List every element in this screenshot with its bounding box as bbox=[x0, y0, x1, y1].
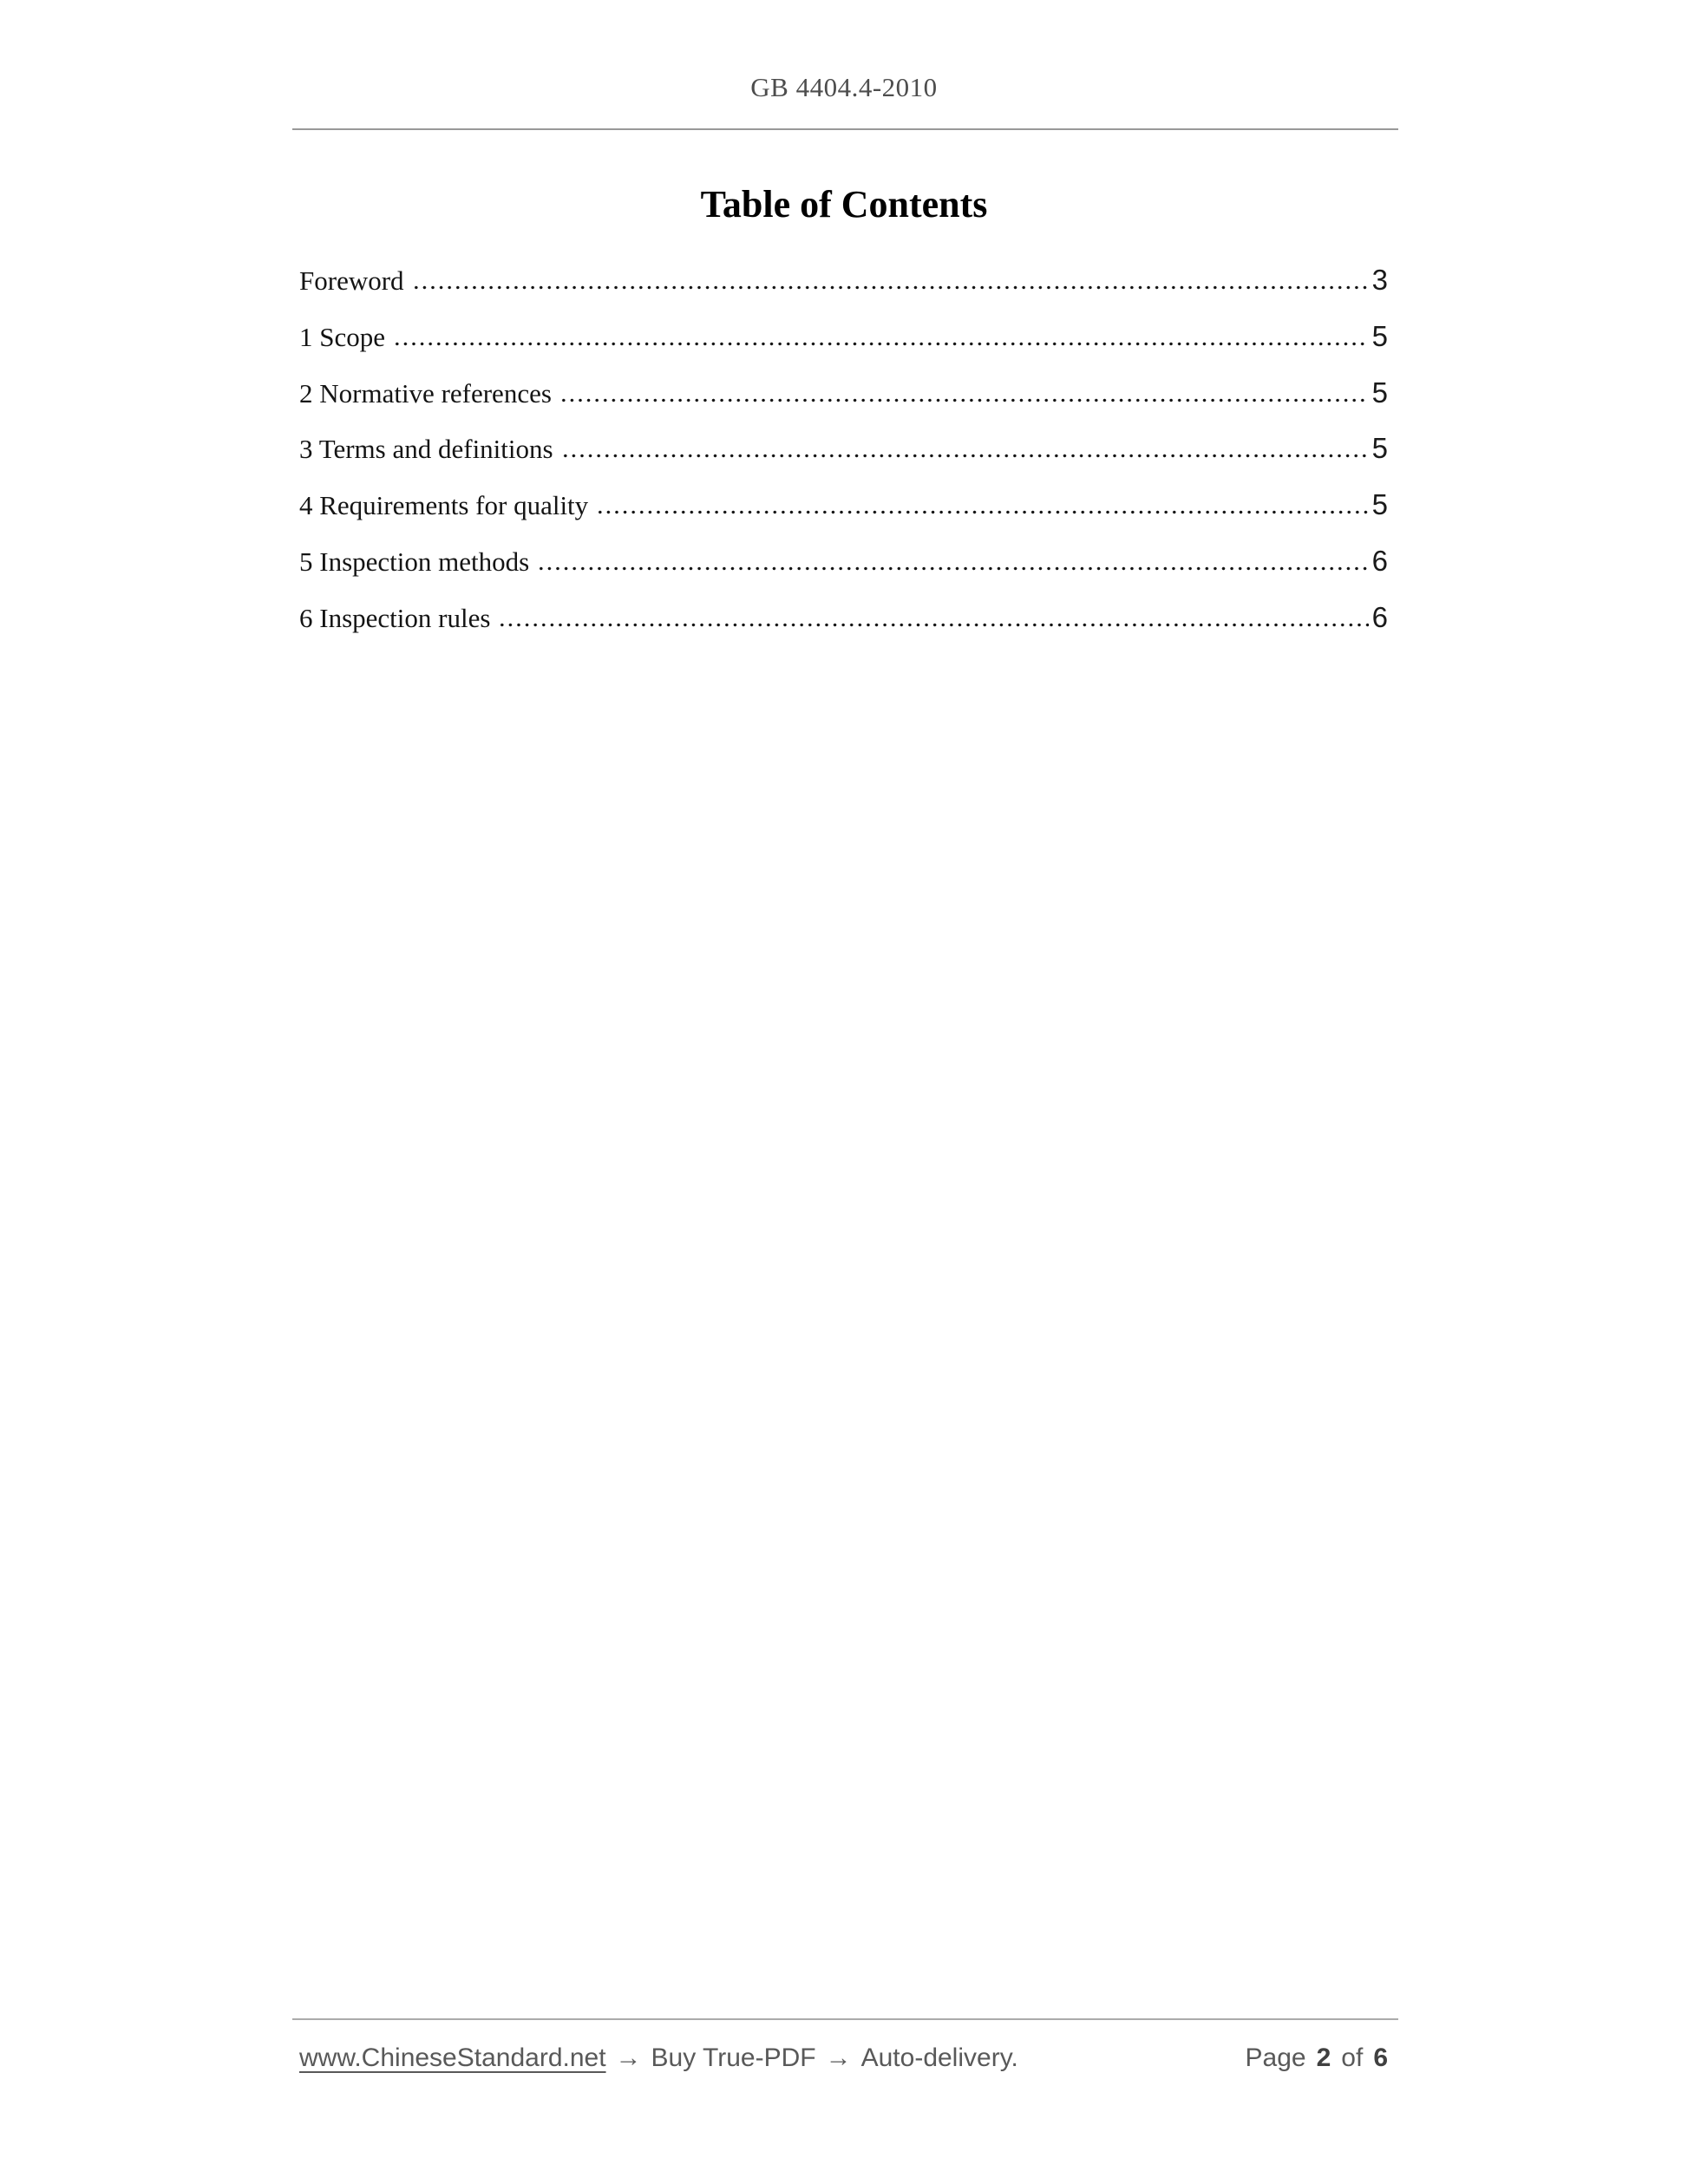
dot-leader bbox=[561, 454, 1369, 458]
current-page-number: 2 bbox=[1316, 2043, 1331, 2072]
page-title: Table of Contents bbox=[700, 183, 988, 226]
footer-divider bbox=[292, 2018, 1398, 2020]
toc-entry-requirements-quality bbox=[299, 477, 1388, 533]
dot-leader bbox=[498, 623, 1368, 627]
toc-entry-label: Foreword bbox=[299, 265, 404, 296]
toc-entry-foreword bbox=[299, 252, 1388, 309]
toc-entry-label: 3 Terms and definitions bbox=[299, 434, 553, 465]
toc-entry-page: 6 bbox=[1371, 600, 1388, 633]
toc-entry-inspection-rules bbox=[299, 590, 1388, 646]
page-number-indicator bbox=[1246, 2043, 1388, 2073]
dot-leader bbox=[393, 342, 1369, 346]
toc-entry-terms-definitions bbox=[299, 421, 1388, 477]
total-page-count: 6 bbox=[1373, 2043, 1388, 2072]
header-divider bbox=[292, 128, 1398, 130]
running-header-doc-number: GB 4404.4-2010 bbox=[750, 72, 938, 102]
toc-entry-page: 5 bbox=[1371, 376, 1388, 409]
toc-entry-page: 3 bbox=[1371, 264, 1388, 296]
toc-entry-inspection-methods bbox=[299, 533, 1388, 590]
arrow-right-icon: → bbox=[825, 2043, 852, 2072]
toc-entry-page: 5 bbox=[1371, 488, 1388, 521]
toc-entry-label: 4 Requirements for quality bbox=[299, 490, 589, 521]
toc-entry-page: 6 bbox=[1371, 544, 1388, 577]
toc-entry-label: 1 Scope bbox=[299, 321, 386, 352]
toc-entry-label: 5 Inspection methods bbox=[299, 546, 530, 577]
toc-entry-label: 2 Normative references bbox=[299, 377, 552, 409]
dot-leader bbox=[596, 510, 1368, 514]
page-footer bbox=[299, 2043, 1388, 2073]
footer-promo bbox=[299, 2043, 1018, 2073]
toc-entry-normative-references bbox=[299, 365, 1388, 422]
toc-entry-label: 6 Inspection rules bbox=[299, 602, 491, 633]
dot-leader bbox=[412, 285, 1369, 290]
dot-leader bbox=[537, 566, 1368, 571]
table-of-contents bbox=[299, 252, 1388, 646]
footer-buy-text: Buy True-PDF bbox=[651, 2043, 816, 2072]
toc-entry-scope bbox=[299, 309, 1388, 365]
website-link[interactable]: www.ChineseStandard.net bbox=[299, 2043, 606, 2072]
dot-leader bbox=[559, 398, 1369, 402]
of-label: of bbox=[1341, 2043, 1364, 2072]
arrow-right-icon: → bbox=[615, 2043, 642, 2072]
footer-delivery-text: Auto-delivery. bbox=[860, 2043, 1018, 2072]
toc-entry-page: 5 bbox=[1371, 319, 1388, 352]
page-label: Page bbox=[1245, 2043, 1306, 2072]
toc-entry-page: 5 bbox=[1371, 432, 1388, 465]
